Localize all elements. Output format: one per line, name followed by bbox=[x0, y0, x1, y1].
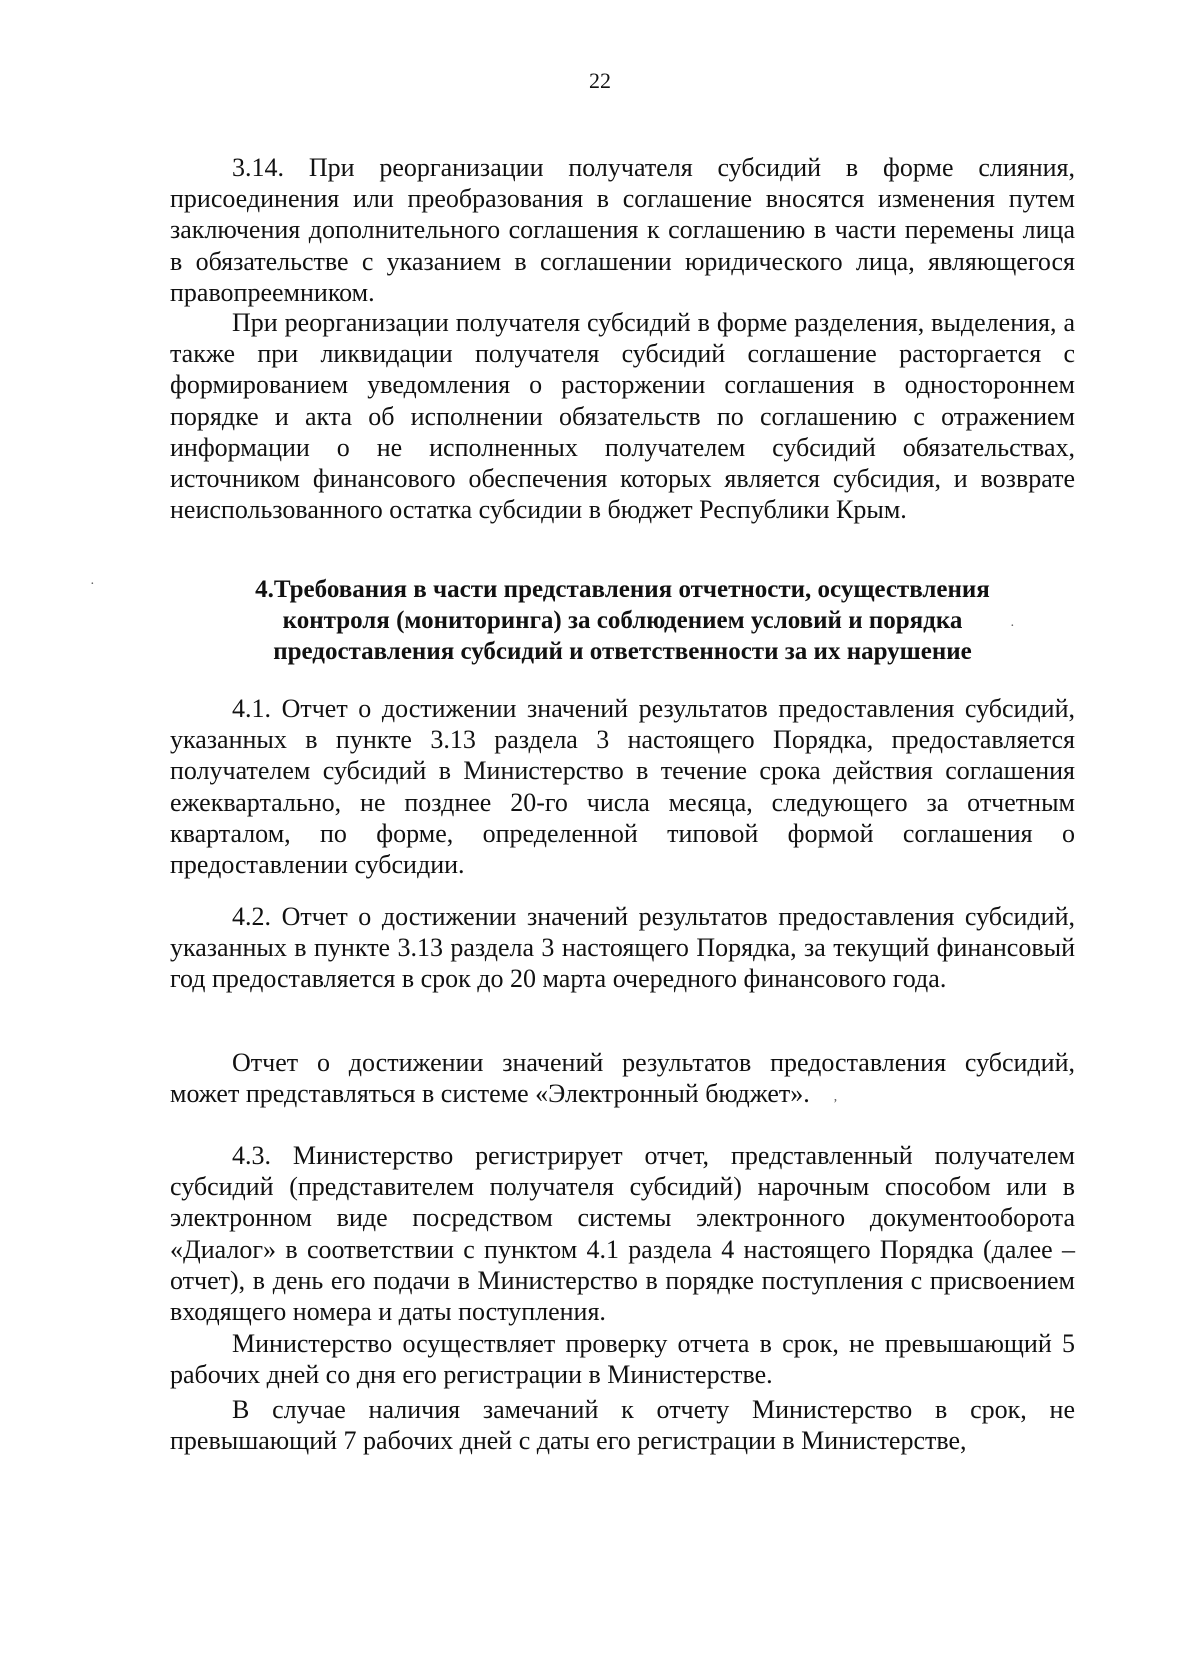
section-4-heading-line-2: контроля (мониторинга) за соблюдением условий и порядка bbox=[282, 607, 963, 634]
paragraph-4-3-c: В случае наличия замечаний к отчету Министерство в срок, не превышающий 7 рабочих дней с даты его регистрации в Министерстве, bbox=[170, 1395, 1075, 1456]
paragraph-4-2-b: Отчет о достижении значений результатов предоставления субсидий, может представляться в системе «Электронный бюджет». bbox=[170, 1048, 1075, 1109]
paragraph-4-1: 4.1. Отчет о достижении значений результатов предоставления субсидий, указанных в пункте 3.13 раздела 3 настоящего Порядка, предоставляется получателем субсидий в Министерство в течение срока действия соглашения ежеквартально, не позднее 20-го числа месяца, следующего за отчетным кварталом, по форме, определенной типовой формой соглашения о предоставлении субсидии. bbox=[170, 694, 1075, 880]
paragraph-4-3-b: Министерство осуществляет проверку отчета в срок, не превышающий 5 рабочих дней со дня его регистрации в Министерстве. bbox=[170, 1329, 1075, 1390]
scan-speck: · bbox=[1010, 619, 1015, 634]
paragraph-3-14-a: 3.14. При реорганизации получателя субсидий в форме слияния, присоединения или преобразования в соглашение вносятся изменения путем заключения дополнительного соглашения к соглашению в части перемены лица в обязательстве с указанием в соглашении юридического лица, являющегося правопреемником. bbox=[170, 153, 1075, 307]
scan-speck: · bbox=[90, 577, 95, 592]
section-4-heading bbox=[170, 574, 1075, 667]
section-4-heading-line-3: предоставления субсидий и ответственности за их нарушение bbox=[273, 638, 972, 665]
scan-speck: ʼ bbox=[833, 1097, 838, 1112]
section-4-heading-line-1: 4.Требования в части представления отчетности, осуществления bbox=[255, 576, 990, 603]
page-number: 22 bbox=[589, 68, 611, 93]
paragraph-4-3-a: 4.3. Министерство регистрирует отчет, представленный получателем субсидий (представителем получателя субсидий) нарочным способом или в электронном виде посредством системы электронного документооборота «Диалог» в соответствии с пунктом 4.1 раздела 4 настоящего Порядка (далее – отчет), в день его подачи в Министерство в порядке поступления с присвоением входящего номера и даты поступления. bbox=[170, 1141, 1075, 1327]
paragraph-3-14-b: При реорганизации получателя субсидий в форме разделения, выделения, а также при ликвидации получателя субсидий соглашение расторгается с формированием уведомления о расторжении соглашения в одностороннем порядке и акта об исполнении обязательств по соглашению с отражением информации о не исполненных получателем субсидий обязательствах, источником финансового обеспечения которых является субсидия, и возврате неиспользованного остатка субсидии в бюджет Республики Крым. bbox=[170, 308, 1075, 525]
paragraph-4-2: 4.2. Отчет о достижении значений результатов предоставления субсидий, указанных в пункте 3.13 раздела 3 настоящего Порядка, за текущий финансовый год предоставляется в срок до 20 марта очередного финансового года. bbox=[170, 902, 1075, 994]
